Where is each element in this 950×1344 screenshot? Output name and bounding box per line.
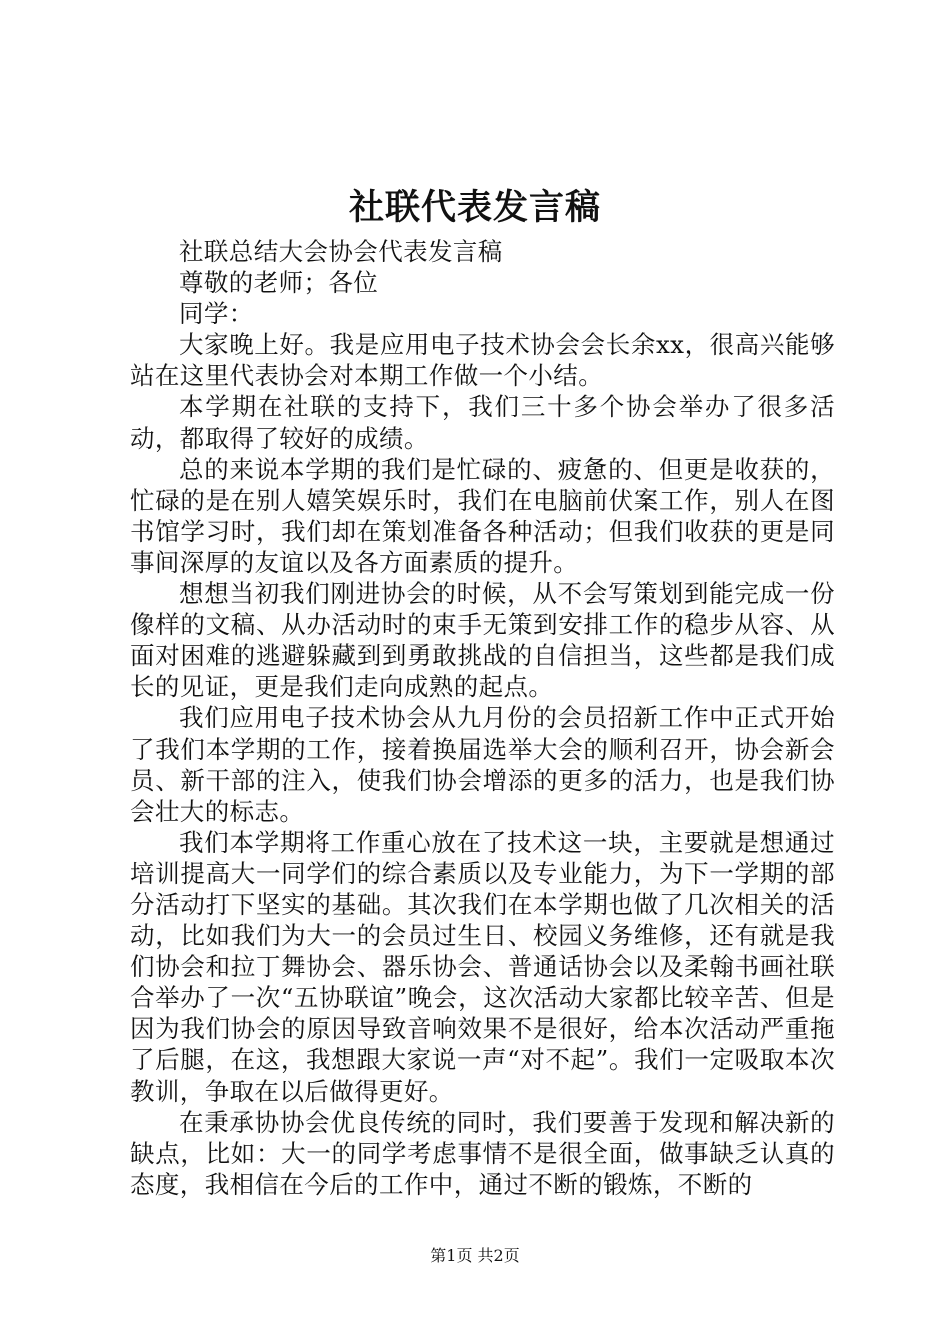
paragraph-salutation: 尊敬的老师；各位 <box>179 268 379 298</box>
paragraph: 总的来说本学期的我们是忙碌的、疲惫的、但更是收获的，忙碌的是在别人嬉笑娱乐时，我们在电脑前伏案工作，别人在图书馆学习时，我们却在策划准备各种活动；但我们收获的更是同事间深厚的友谊以及各方面素质的提升。 <box>130 454 835 577</box>
paragraph: 想想当初我们刚进协会的时候，从不会写策划到能完成一份像样的文稿、从办活动时的束手无策到安排工作的稳步从容、从面对困难的逃避躲藏到到勇敢挑战的自信担当，这些都是我们成长的见证，更是我们走向成熟的起点。 <box>130 579 835 702</box>
document-body <box>130 236 835 1200</box>
paragraph-salutation-cont: 同学： <box>179 299 254 329</box>
document-title: 社联代表发言稿 <box>348 187 601 228</box>
paragraph: 我们本学期将工作重心放在了技术这一块，主要就是想通过培训提高大一同学们的综合素质以及专业能力，为下一学期的部分活动打下坚实的基础。其次我们在本学期也做了几次相关的活动，比如我们为大一的会员过生日、校园义务维修，还有就是我们协会和拉丁舞协会、器乐协会、普通话协会以及柔翰书画社联合举办了一次“五协联谊”晚会，这次活动大家都比较辛苦、但是因为我们协会的原因导致音响效果不是很好，给本次活动严重拖了后腿，在这，我想跟大家说一声“对不起”。我们一定吸取本次教训，争取在以后做得更好。 <box>130 827 835 1106</box>
paragraph: 本学期在社联的支持下，我们三十多个协会举办了很多活动，都取得了较好的成绩。 <box>130 392 835 453</box>
paragraph: 在秉承协协会优良传统的同时，我们要善于发现和解决新的缺点，比如：大一的同学考虑事情不是很全面，做事缺乏认真的态度，我相信在今后的工作中，通过不断的锻炼，不断的 <box>130 1107 835 1199</box>
paragraph: 我们应用电子技术协会从九月份的会员招新工作中正式开始了我们本学期的工作，接着换届选举大会的顺利召开，协会新会员、新干部的注入，使我们协会增添的更多的活力，也是我们协会壮大的标志。 <box>130 703 835 826</box>
paragraph-subtitle: 社联总结大会协会代表发言稿 <box>179 237 503 266</box>
page-number-footer: 第1页 共2页 <box>430 1246 520 1265</box>
paragraph: 大家晚上好。我是应用电子技术协会会长余xx，很高兴能够站在这里代表协会对本期工作做一个小结。 <box>130 330 835 391</box>
